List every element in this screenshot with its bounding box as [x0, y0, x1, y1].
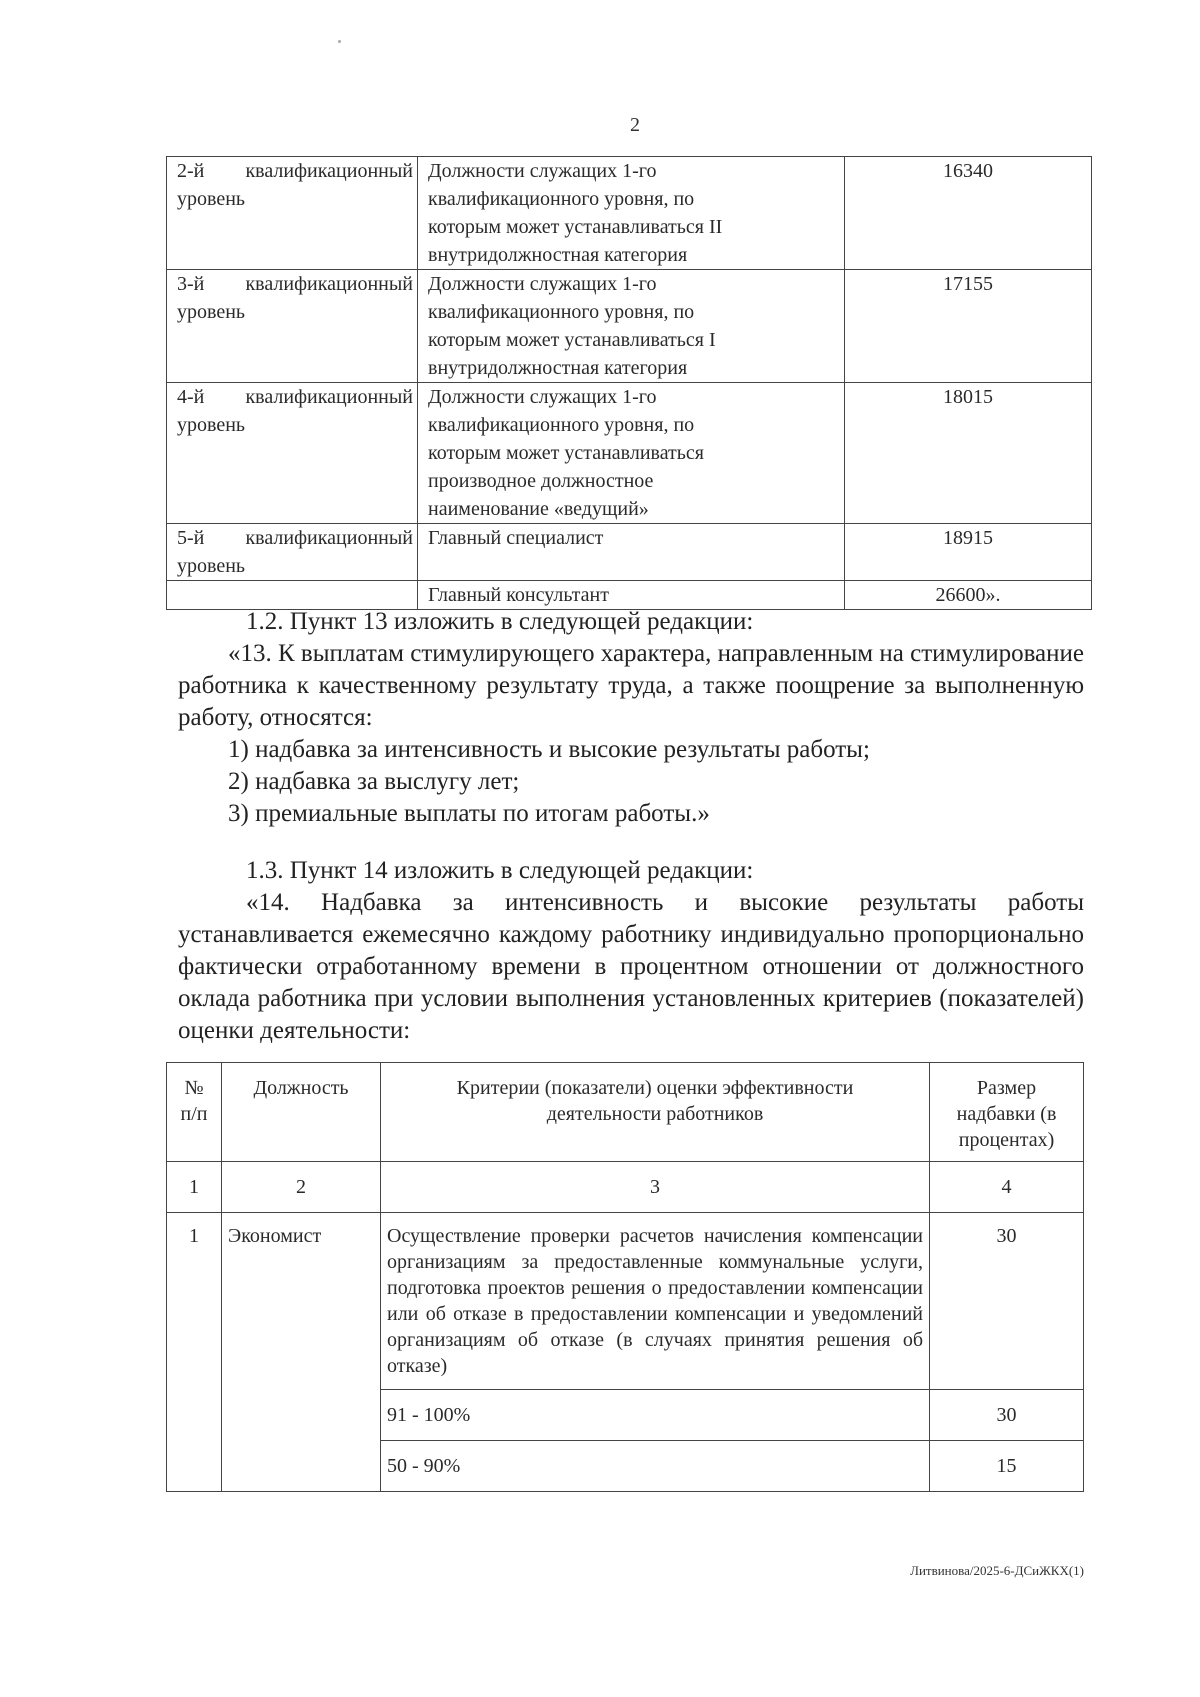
level-line: уровень — [177, 414, 246, 436]
table-row — [167, 383, 1092, 524]
positions-cell — [418, 270, 845, 383]
range-cell: 50 - 90% — [381, 1441, 930, 1492]
header-line: надбавки (в — [956, 1103, 1057, 1125]
header-line: процентах) — [958, 1129, 1055, 1151]
level-cell — [167, 270, 418, 383]
document-footer: Литвинова/2025-6-ДСиЖКХ(1) — [910, 1563, 1084, 1578]
salary-table — [166, 156, 1092, 610]
row-position: Экономист — [222, 1213, 381, 1492]
position-line: квалификационного уровня, по — [428, 301, 695, 323]
level-cell — [167, 157, 418, 270]
header-line: деятельности работников — [546, 1103, 764, 1125]
position-line: внутридолжностная категория — [428, 357, 688, 379]
position-line: которым может устанавливаться II — [428, 216, 723, 238]
column-number: 4 — [930, 1162, 1084, 1213]
range-cell: 91 - 100% — [381, 1390, 930, 1441]
row-num: 1 — [167, 1213, 222, 1492]
salary-cell: 16340 — [845, 157, 1092, 270]
position-line: Должности служащих 1-го — [428, 273, 657, 295]
section-heading: 1.3. Пункт 14 изложить в следующей редакции: — [246, 857, 754, 884]
level-cell — [167, 383, 418, 524]
level-line: 5-й квалификационный — [177, 527, 413, 549]
position-line: Должности служащих 1-го — [428, 386, 657, 408]
header-line: п/п — [180, 1103, 208, 1125]
level-line: 3-й квалификационный — [177, 273, 413, 295]
section-1-2 — [178, 606, 1084, 830]
list-item: 1) надбавка за интенсивность и высокие результаты работы; — [228, 736, 870, 763]
position-line: Главный специалист — [428, 527, 604, 549]
level-line: 4-й квалификационный — [177, 386, 413, 408]
position-line: которым может устанавливаться — [428, 442, 704, 464]
position-line: наименование «ведущий» — [428, 498, 649, 520]
header-num — [167, 1063, 222, 1162]
header-line: Критерии (показатели) оценки эффективности — [456, 1077, 854, 1099]
salary-cell: 18015 — [845, 383, 1092, 524]
row-criteria: Осуществление проверки расчетов начисления компенсации организациям за предоставленные коммунальные услуги, подготовка проектов решения о предоставлении компенсации или об отказе в предоставлении компенсации и уведомлений организациям об отказе (в случаях принятия решения об отказе) — [381, 1213, 930, 1390]
list-item: 3) премиальные выплаты по итогам работы.» — [228, 800, 710, 827]
section-1-3 — [178, 855, 1084, 1047]
column-number-row — [167, 1162, 1084, 1213]
scan-speck — [338, 40, 341, 43]
header-size — [930, 1063, 1084, 1162]
range-size: 30 — [930, 1390, 1084, 1441]
header-line: № — [184, 1077, 204, 1099]
range-size: 15 — [930, 1441, 1084, 1492]
section-paragraph: «14. Надбавка за интенсивность и высокие результаты работы устанавливается ежемесячно каждому работнику индивидуально пропорционально фактически отработанному времени в процентном отношении от должностного оклада работника при условии выполнения установленных критериев (показателей) оценки деятельности: — [178, 889, 1084, 1044]
positions-cell — [418, 157, 845, 270]
position-line: Главный консультант — [428, 584, 609, 606]
list-item: 2) надбавка за выслугу лет; — [228, 768, 520, 795]
header-criteria — [381, 1063, 930, 1162]
column-number: 3 — [381, 1162, 930, 1213]
column-number: 2 — [222, 1162, 381, 1213]
column-number: 1 — [167, 1162, 222, 1213]
header-row — [167, 1063, 1084, 1162]
position-line: которым может устанавливаться I — [428, 329, 716, 351]
positions-cell — [418, 524, 845, 581]
table-row — [167, 157, 1092, 270]
header-position: Должность — [222, 1063, 381, 1162]
position-line: квалификационного уровня, по — [428, 188, 695, 210]
position-line: внутридолжностная категория — [428, 244, 688, 266]
level-line: уровень — [177, 188, 246, 210]
salary-cell: 18915 — [845, 524, 1092, 581]
table-row — [167, 524, 1092, 581]
table-row — [167, 1213, 1084, 1390]
header-line: Размер — [976, 1077, 1037, 1099]
level-line: 2-й квалификационный — [177, 160, 413, 182]
table-row — [167, 270, 1092, 383]
row-size: 30 — [930, 1213, 1084, 1390]
position-line: Должности служащих 1-го — [428, 160, 657, 182]
level-line: уровень — [177, 555, 246, 577]
level-cell — [167, 524, 418, 581]
section-paragraph: «13. К выплатам стимулирующего характера, направленным на стимулирование работника к качественному результату труда, а также поощрение за выполненную работу, относятся: — [178, 640, 1084, 731]
salary-cell: 17155 — [845, 270, 1092, 383]
position-line: квалификационного уровня, по — [428, 414, 695, 436]
salary-cell: 26600». — [845, 581, 1092, 610]
position-line: производное должностное — [428, 470, 654, 492]
section-heading: 1.2. Пункт 13 изложить в следующей редакции: — [246, 608, 754, 635]
page-number: 2 — [630, 114, 640, 136]
level-line: уровень — [177, 301, 246, 323]
positions-cell — [418, 383, 845, 524]
criteria-table — [166, 1062, 1084, 1492]
